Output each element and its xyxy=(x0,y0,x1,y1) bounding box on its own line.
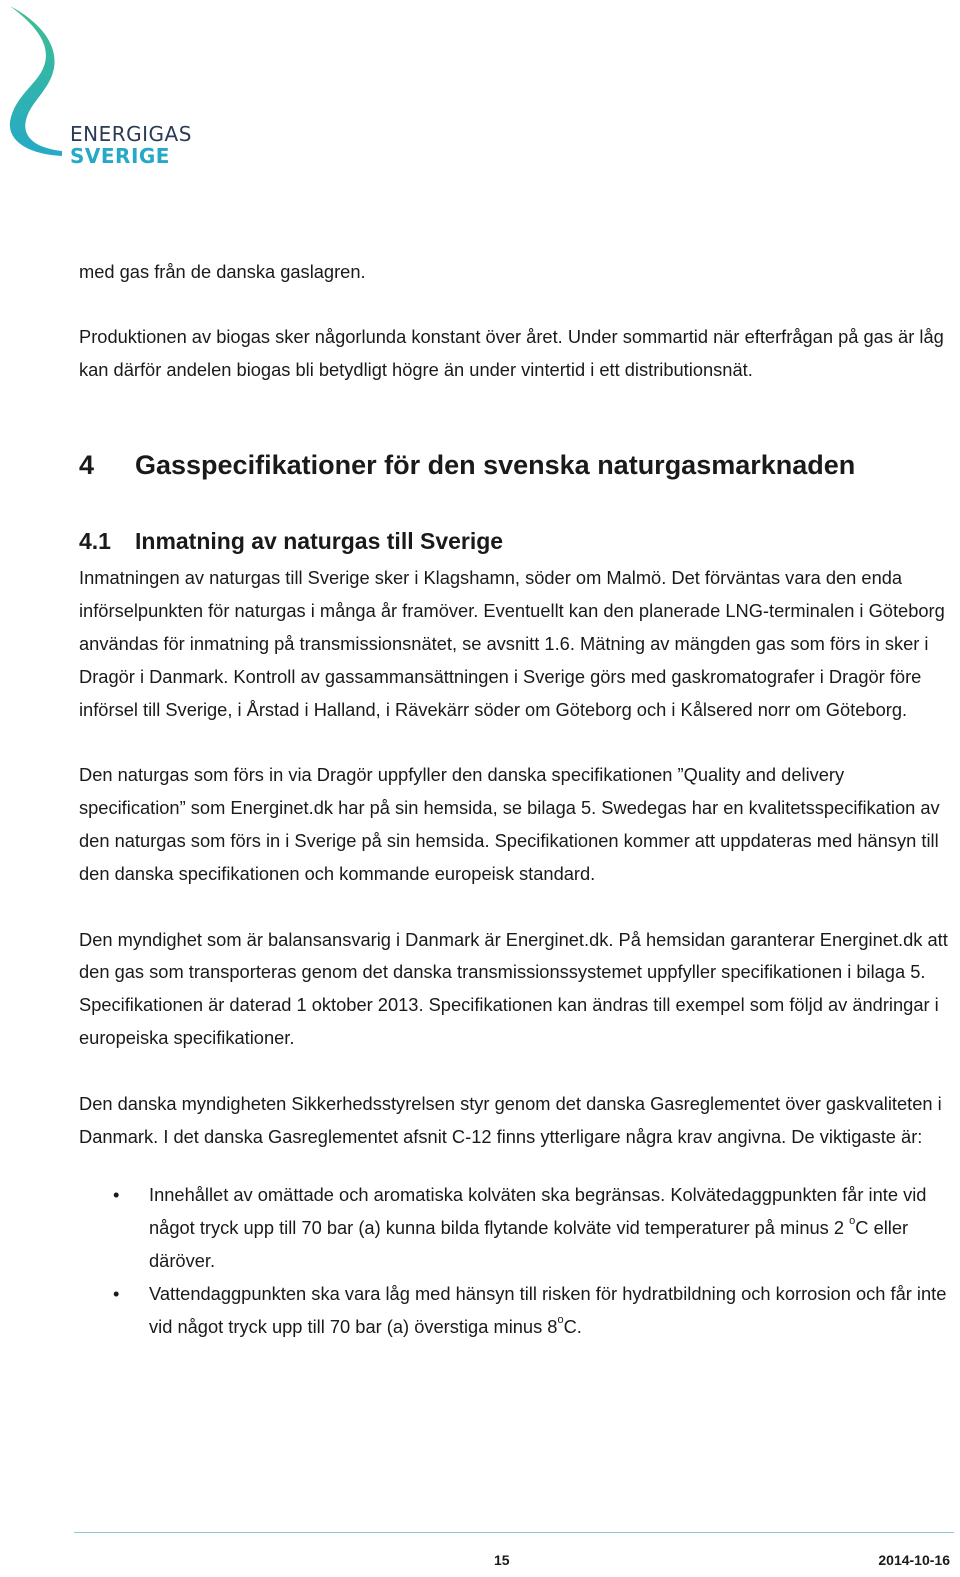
document-date: 2014-10-16 xyxy=(878,1552,950,1568)
logo-text-sverige: SVERIGE xyxy=(70,144,170,168)
subsection-number: 4.1 xyxy=(79,528,111,555)
section-number: 4 xyxy=(79,450,95,481)
paragraph-biogas: Produktionen av biogas sker någorlunda konstant över året. Under sommartid när efterfrågan på gas är låg kan därför andelen biogas bli betydligt högre än under vintertid i ett distributionsnät. xyxy=(79,325,944,380)
footer-divider xyxy=(74,1532,954,1533)
paragraph-dragor: Den naturgas som förs in via Dragör uppfyller den danska specifikationen ”Quality and delivery specification” som Energinet.dk har på sin hemsida, se bilaga 5. Swedegas har en kvalitetsspecifikation av den naturgas som förs in i Sverige på sin hemsida. Specifikationen kommer att uppdateras med hänsyn till den danska specifikationen och kommande europeisk standard. xyxy=(79,764,940,884)
section-heading-4 xyxy=(79,448,954,482)
requirements-list xyxy=(79,1179,954,1343)
document-body xyxy=(79,256,954,1343)
logo-text-energigas: ENERGIGAS xyxy=(70,122,192,146)
bullet-icon: • xyxy=(113,1184,120,1206)
list-item: • Vattendaggpunkten ska vara låg med hänsyn till risken för hydratbildning och korrosion och får inte vid något tryck upp till 70 bar (a) överstiga minus 8$^o$C. xyxy=(79,1278,954,1344)
paragraph-inmatning: Inmatningen av naturgas till Sverige sker i Klagshamn, söder om Malmö. Det förväntas vara den enda införselpunkten för naturgas i många år framöver. Eventuellt kan den planerade LNG-terminalen i Göteborg användas för inmatning på transmissionsnätet, se avsnitt 1.6. Mätning av mängden gas som förs in sker i Dragör i Danmark. Kontroll av gassammansättningen i Sverige görs med gaskromatografer i Dragör före införsel till Sverige, i Årstad i Halland, i Rävekärr söder om Göteborg och i Kålsered norr om Göteborg. xyxy=(79,567,945,720)
subsection-heading-4-1 xyxy=(79,524,954,558)
subsection-title: Inmatning av naturgas till Sverige xyxy=(135,528,504,555)
paragraph-myndighet: Den myndighet som är balansansvarig i Danmark är Energinet.dk. På hemsidan garanterar Energinet.dk att den gas som transporteras genom det danska transmissionssystemet uppfyller specifikationen i bilaga 5. Specifikationen är daterad 1 oktober 2013. Specifikationen kan ändras till exempel som följd av ändringar i europeiska specifikationer. xyxy=(79,928,948,1048)
logo-swoosh-icon xyxy=(4,4,74,164)
bullet-icon: • xyxy=(113,1282,120,1304)
paragraph-intro: med gas från de danska gaslagren. xyxy=(79,261,366,282)
list-item: • Innehållet av omättade och aromatiska kolväten ska begränsas. Kolvätedaggpunkten får inte vid något tryck upp till 70 bar (a) kunna bilda flytande kolväte vid temperaturer på minus 2 $^o$C eller däröver. xyxy=(79,1179,954,1277)
section-title: Gasspecifikationer för den svenska naturgasmarknaden xyxy=(135,450,856,481)
energigas-sverige-logo xyxy=(4,4,194,168)
page-number: 15 xyxy=(494,1552,510,1568)
paragraph-sikkerhedsstyrelsen: Den danska myndigheten Sikkerhedsstyrelsen styr genom det danska Gasreglementet över gaskvaliteten i Danmark. I det danska Gasreglementet afsnit C-12 finns ytterligare några krav angivna. De viktigaste är: xyxy=(79,1092,942,1147)
